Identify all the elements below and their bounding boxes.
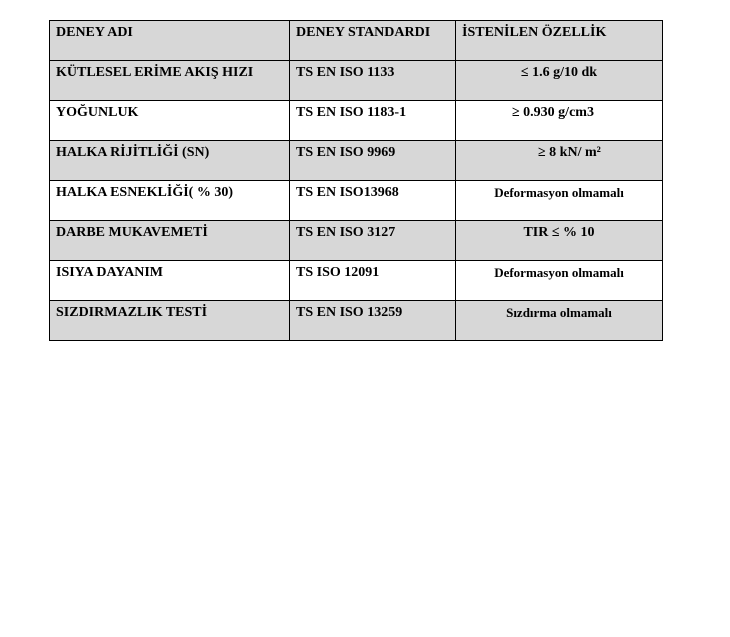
- header-test-standard: DENEY STANDARDI: [290, 21, 456, 61]
- header-required-property: İSTENİLEN ÖZELLİK: [456, 21, 663, 61]
- standard-cell: TS EN ISO 1133: [290, 61, 456, 101]
- test-name-cell: HALKA RİJİTLİĞİ (SN): [50, 141, 290, 181]
- standard-cell: TS EN ISO 13259: [290, 301, 456, 341]
- standard-cell: TS EN ISO 1183-1: [290, 101, 456, 141]
- table-row: [50, 221, 663, 261]
- test-name-cell: DARBE MUKAVEMETİ: [50, 221, 290, 261]
- standard-cell: TS EN ISO 3127: [290, 221, 456, 261]
- test-name-cell: SIZDIRMAZLIK TESTİ: [50, 301, 290, 341]
- test-specification-table: [49, 20, 663, 341]
- requirement-cell: ≤ 1.6 g/10 dk: [456, 61, 663, 101]
- requirement-cell: Sızdırma olmamalı: [456, 301, 663, 341]
- header-test-name: DENEY ADI: [50, 21, 290, 61]
- test-name-cell: ISIYA DAYANIM: [50, 261, 290, 301]
- table-row: [50, 181, 663, 221]
- standard-cell: TS EN ISO13968: [290, 181, 456, 221]
- table-header-row: [50, 21, 663, 61]
- requirement-cell: TIR ≤ % 10: [456, 221, 663, 261]
- table-row: [50, 261, 663, 301]
- standard-cell: TS ISO 12091: [290, 261, 456, 301]
- table-row: [50, 301, 663, 341]
- test-name-cell: YOĞUNLUK: [50, 101, 290, 141]
- test-name-cell: KÜTLESEL ERİME AKIŞ HIZI: [50, 61, 290, 101]
- table-row: [50, 141, 663, 181]
- requirement-cell: Deformasyon olmamalı: [456, 261, 663, 301]
- table-row: [50, 101, 663, 141]
- standard-cell: TS EN ISO 9969: [290, 141, 456, 181]
- requirement-cell: ≥ 0.930 g/cm3: [456, 101, 663, 141]
- requirement-cell: Deformasyon olmamalı: [456, 181, 663, 221]
- test-name-cell: HALKA ESNEKLİĞİ( % 30): [50, 181, 290, 221]
- table-row: [50, 61, 663, 101]
- requirement-cell: ≥ 8 kN/ m²: [456, 141, 663, 181]
